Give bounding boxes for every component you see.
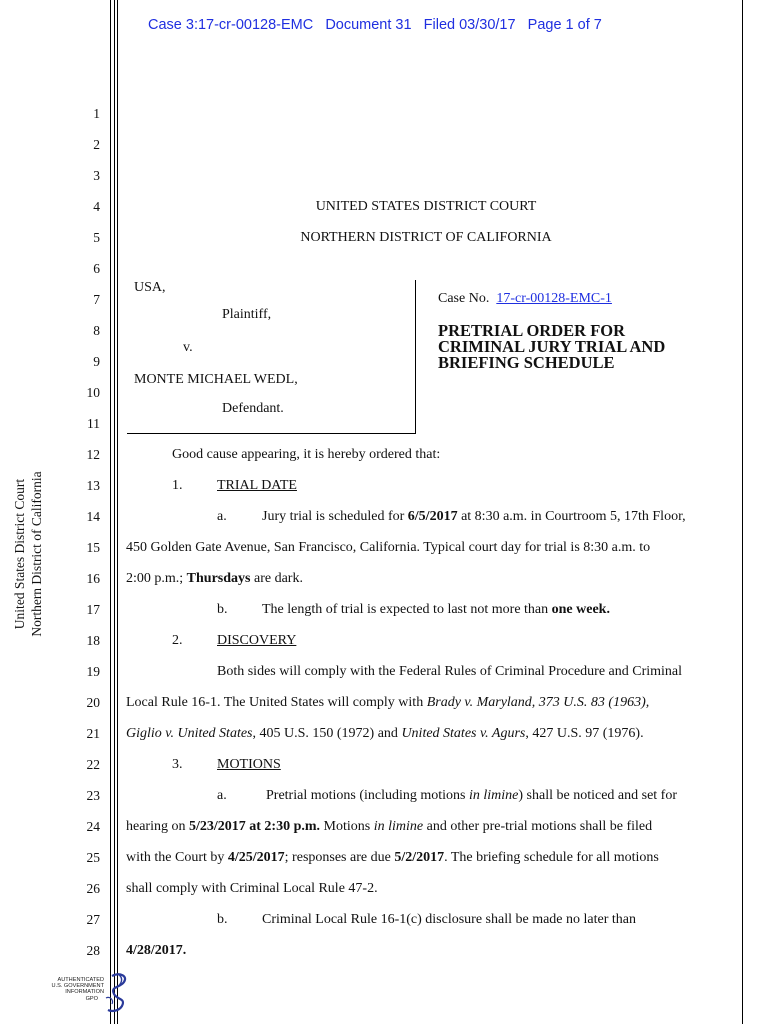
section-2-title: DISCOVERY: [217, 633, 297, 648]
section-1a-line1: [262, 509, 686, 525]
header-case: Case 3:17-cr-00128-EMC: [148, 17, 314, 33]
line-number: 16: [86, 571, 100, 586]
order-title-line2: CRIMINAL JURY TRIAL AND: [438, 337, 666, 356]
s2-l3-text-2: , 427 U.S. 97 (1976).: [525, 726, 644, 741]
section-1a-line2: 450 Golden Gate Avenue, San Francisco, California. Typical court day for trial is 8:30 a.m. to: [126, 540, 651, 555]
section-2-line3: [126, 726, 644, 742]
section-3b-line2: 4/28/2017.: [126, 943, 187, 958]
section-3a-line2: [126, 819, 652, 835]
header-page: Page 1 of 7: [527, 17, 602, 33]
court-district: NORTHERN DISTRICT OF CALIFORNIA: [300, 230, 552, 245]
line-number: 10: [86, 385, 100, 400]
header-filed: Filed 03/30/17: [423, 17, 516, 33]
s1a-l3-text-2: are dark.: [250, 571, 303, 586]
s2-brady: Brady v. Maryland, 373 U.S. 83 (1963),: [426, 695, 650, 710]
gpo-text-line3: INFORMATION: [65, 989, 104, 996]
gpo-text-line2: U.S. GOVERNMENT: [51, 983, 104, 990]
court-name: UNITED STATES DISTRICT COURT: [315, 199, 537, 214]
section-3b-line1: Criminal Local Rule 16-1(c) disclosure shall be made no later than: [262, 912, 636, 927]
line-number: 11: [87, 416, 100, 431]
versus: v.: [183, 340, 193, 355]
s3a-l2-text-1: hearing on: [126, 819, 189, 834]
section-1-title: TRIAL DATE: [217, 478, 297, 493]
s1a-text-2: at 8:30 a.m. in Courtroom 5, 17th Floor,: [457, 509, 686, 524]
line-number: 18: [86, 633, 100, 648]
s1b-text: The length of trial is expected to last not more than: [262, 602, 552, 617]
line-number: 21: [86, 726, 100, 741]
s3a-text-2: ) shall be noticed and set for: [518, 788, 678, 803]
sidebar-district: Northern District of California: [29, 471, 44, 637]
line-number: 27: [86, 912, 100, 927]
gpo-text-line1: AUTHENTICATED: [57, 977, 104, 983]
s2-l2-text: Local Rule 16-1. The United States will comply with: [126, 695, 427, 710]
line-number: 9: [93, 354, 100, 369]
section-3-title: MOTIONS: [217, 757, 281, 772]
s2-agurs: United States v. Agurs: [401, 726, 526, 741]
s2-l3-text-1: , 405 U.S. 150 (1972) and: [252, 726, 402, 741]
order-title-line3: BRIEFING SCHEDULE: [438, 353, 615, 372]
margin-rule-right: [742, 0, 743, 1024]
sidebar-court: United States District Court: [12, 478, 27, 630]
line-number: 28: [86, 943, 100, 958]
case-no-link[interactable]: 17-cr-00128-EMC-1: [496, 291, 612, 306]
section-3a-letter: a.: [217, 788, 227, 803]
line-number: 5: [93, 230, 100, 245]
line-number: 4: [93, 199, 100, 214]
section-1-number: 1.: [172, 478, 183, 493]
line-number: 19: [86, 664, 100, 679]
s3a-l2-text-3: and other pre-trial motions shall be filed: [423, 819, 653, 834]
gpo-eagle-icon: [98, 970, 138, 1014]
margin-rule-left-3: [117, 0, 118, 1024]
s3a-l3-text-3: . The briefing schedule for all motions: [444, 850, 659, 865]
s1b-one-week: one week.: [551, 602, 610, 617]
gpo-text-line4: GPO: [85, 995, 98, 1002]
order-title-line1: PRETRIAL ORDER FOR: [438, 321, 626, 340]
margin-rule-left-1: [110, 0, 111, 1024]
defendant-name: MONTE MICHAEL WEDL,: [134, 372, 298, 387]
line-number: 23: [86, 788, 100, 803]
line-number: 3: [93, 168, 100, 183]
case-number: [438, 291, 612, 307]
line-number: 8: [93, 323, 100, 338]
plaintiff-name: USA,: [134, 280, 166, 295]
gpo-authentication-logo: [36, 972, 128, 1012]
margin-rule-left-2: [114, 0, 115, 1024]
line-number: 6: [93, 261, 100, 276]
gpo-text: [36, 977, 104, 1002]
line-number: 17: [86, 602, 100, 617]
line-number: 1: [93, 106, 100, 121]
caption-horizontal-rule: [127, 433, 416, 434]
s3a-in-limine-1: in limine: [469, 788, 519, 803]
section-3a-line4: shall comply with Criminal Local Rule 47-2.: [126, 881, 378, 896]
s3a-hearing-date: 5/23/2017 at 2:30 p.m.: [188, 819, 321, 834]
line-number: 15: [86, 540, 100, 555]
section-1a-letter: a.: [217, 509, 227, 524]
header-document: Document 31: [325, 17, 412, 33]
s3a-filing-date: 4/25/2017: [227, 850, 285, 865]
line-number: 2: [93, 137, 100, 152]
defendant-role: Defendant.: [222, 401, 284, 416]
line-number: 14: [86, 509, 100, 524]
s3a-text-1: Pretrial motions (including motions: [266, 788, 469, 803]
s3a-in-limine-2: in limine: [373, 819, 424, 834]
line-number: 13: [86, 478, 100, 493]
line-number: 24: [86, 819, 100, 834]
line-number: 20: [86, 695, 100, 710]
line-number: 26: [86, 881, 100, 896]
line-number: 25: [86, 850, 100, 865]
section-3-number: 3.: [172, 757, 183, 772]
section-2-line2: [126, 695, 649, 711]
ecf-header-stamp: [148, 17, 602, 33]
s1a-l3-text-1: 2:00 p.m.;: [126, 571, 187, 586]
s3a-l3-text-2: ; responses are due: [284, 850, 395, 865]
section-3a-line1: [266, 788, 677, 804]
section-3b-letter: b.: [217, 912, 228, 927]
section-3a-line3: [126, 850, 659, 866]
s3a-l3-text-1: with the Court by: [126, 850, 228, 865]
section-1a-line3: [126, 571, 303, 587]
s1a-thursdays: Thursdays: [186, 571, 251, 586]
section-2-number: 2.: [172, 633, 183, 648]
s3a-l2-text-2: Motions: [320, 819, 374, 834]
s1a-date: 6/5/2017: [407, 509, 458, 524]
s3a-response-date: 5/2/2017: [394, 850, 445, 865]
line-number: 12: [86, 447, 100, 462]
s1a-text-1: Jury trial is scheduled for: [262, 509, 408, 524]
line-number: 7: [93, 292, 100, 307]
order-title: [438, 323, 738, 371]
section-1b-line1: [262, 602, 610, 618]
line-number: 22: [86, 757, 100, 772]
caption-vertical-rule: [415, 280, 416, 434]
section-2-line1: Both sides will comply with the Federal Rules of Criminal Procedure and Criminal: [217, 664, 683, 679]
s2-giglio: Giglio v. United States: [126, 726, 253, 741]
section-1b-letter: b.: [217, 602, 228, 617]
case-no-label: Case No.: [438, 291, 490, 306]
plaintiff-role: Plaintiff,: [222, 307, 272, 322]
intro-line: Good cause appearing, it is hereby ordered that:: [172, 447, 441, 462]
